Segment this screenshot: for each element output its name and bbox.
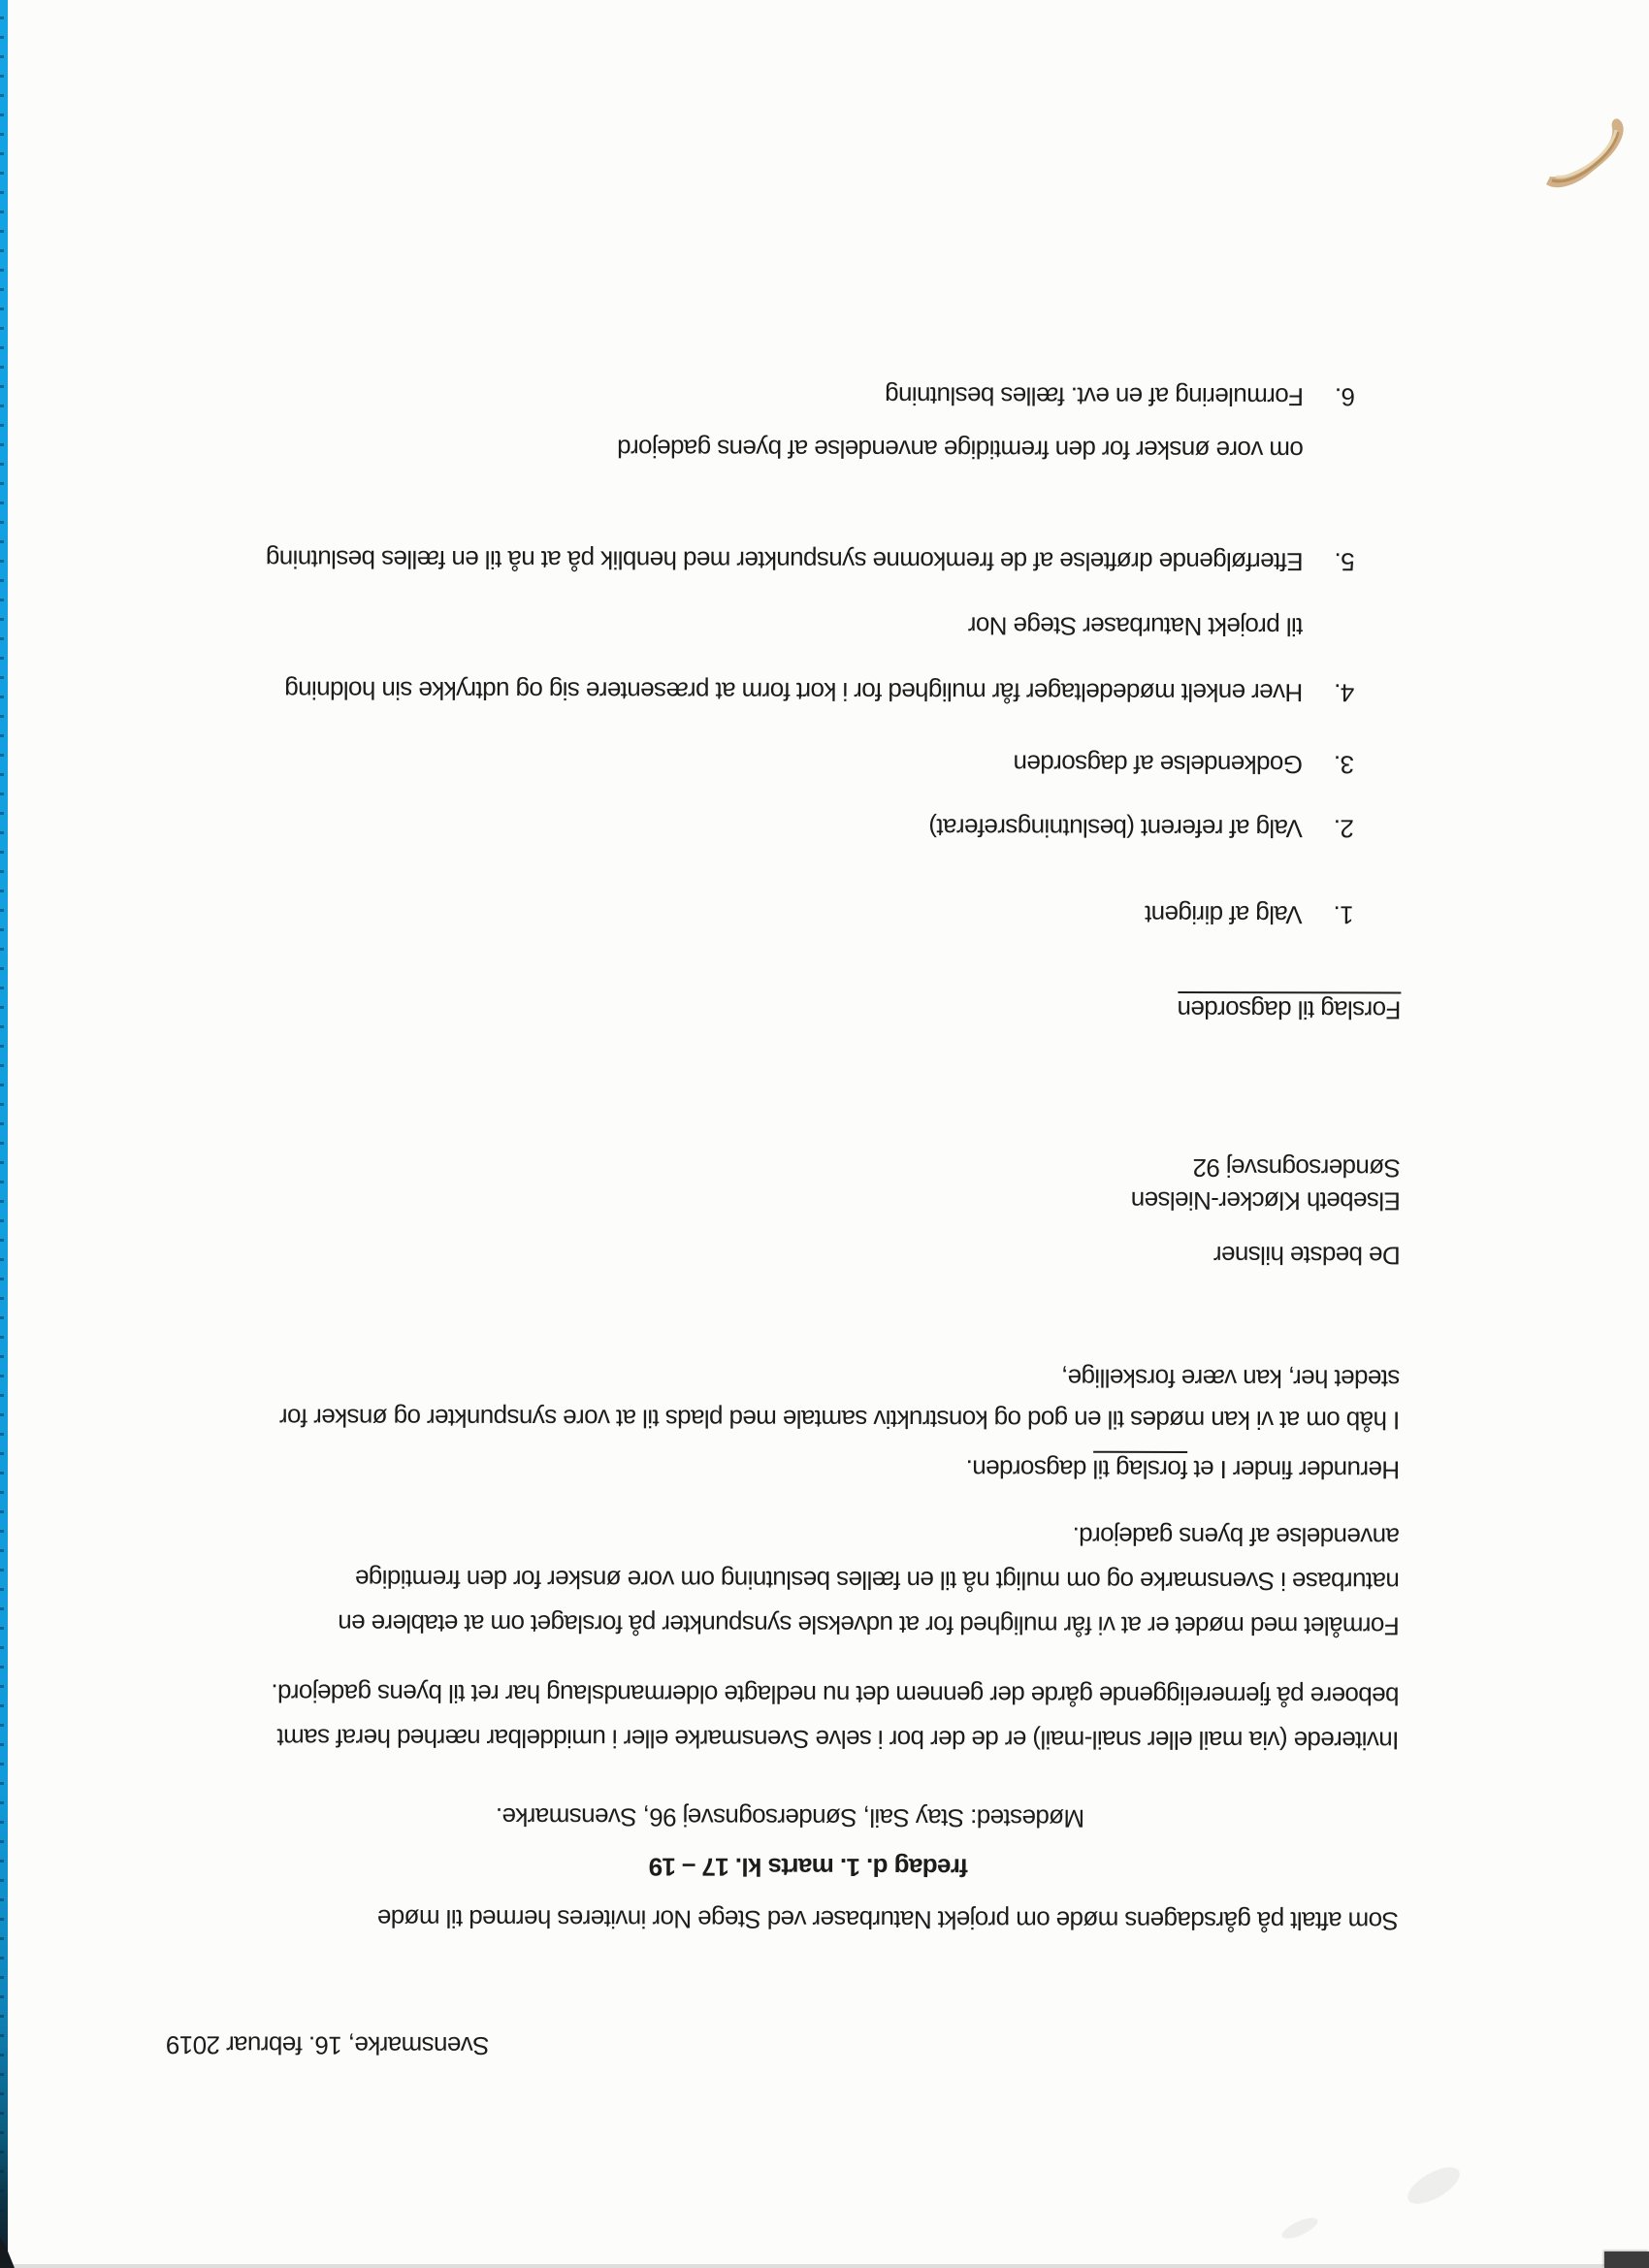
agenda-item-5-continuation: om vore ønsker for den fremtidige anvendelse af byens gadejord [617, 434, 1304, 466]
herunder-underlined: forslag til [1093, 1451, 1188, 1484]
herunder-suffix: dagsorden. [966, 1454, 1094, 1484]
agenda-item-text: Valg af dirigent [1145, 899, 1303, 930]
agenda-item-5 [266, 542, 1354, 578]
closing-line: De bedste hilsner [1213, 1241, 1401, 1271]
agenda-heading-text: Forslag til dagsorden [1178, 991, 1401, 1025]
purpose-line-2: naturbase i Svensmarke og om muligt nå til en fælles beslutning om vore ønsker for den fremtidige [355, 1564, 1400, 1597]
agenda-item-text: Valg af referent (beslutningsreferat) [928, 813, 1303, 844]
herunder-prefix: Herunder finder I et [1187, 1454, 1401, 1485]
signature-address: Søndersognsvej 92 [1193, 1152, 1401, 1183]
date-line: Svensmarke, 16. februar 2019 [166, 2030, 490, 2061]
hope-line-1: I håb om at vi kan mødes til en god og konstruktiv samtale med plads til at vore synspunkter og ønsker for [279, 1403, 1401, 1436]
agenda-item-4-continuation: til projekt Naturbaser Stege Nor [968, 611, 1304, 642]
purpose-line-3: anvendelse af byens gadejord. [1073, 1521, 1400, 1552]
agenda-item-number: 4. [1334, 678, 1355, 708]
meeting-place-line: Mødested: Stay Sail, Søndersognsvej 96, Svensmarke. [496, 1802, 1085, 1833]
agenda-item-number: 2. [1334, 814, 1354, 844]
agenda-item-text: Godkendelse af dagsorden [1014, 749, 1304, 780]
invitees-line-1: Inviterede (via mail eller snail-mail) er de der bor i selve Svensmarke eller i umiddelbar nærhed heraf samt [277, 1723, 1400, 1756]
meeting-time-line: fredag d. 1. marts kl. 17 – 19 [649, 1852, 969, 1883]
agenda-item-text: Formulering af en evt. fælles beslutning [885, 381, 1305, 412]
agenda-item-number: 5. [1335, 547, 1355, 577]
purpose-line-1: Formålet med mødet er at vi får mulighed for at udveksle synspunkter på forslaget om at etablere en [338, 1608, 1400, 1641]
intro-line: Som aftalt på gårsdagens møde om projekt Naturbaser ved Stege Nor inviteres hermed til møde [377, 1903, 1399, 1936]
agenda-item-2 [929, 811, 1354, 845]
agenda-heading [1178, 993, 1401, 1027]
agenda-item-number: 6. [1335, 382, 1356, 412]
agenda-item-text: Efterfølgende drøftelse af de fremkomne synspunkter med henblik på at nå til en fælles beslutning [266, 544, 1304, 577]
agenda-item-6 [886, 379, 1355, 413]
agenda-item-number: 3. [1334, 750, 1355, 780]
agenda-item-3 [1014, 748, 1354, 782]
agenda-item-text: Hver enkelt mødedeltager får mulighed for i kort form at præsentere sig og udtrykke sin holdning [284, 675, 1304, 708]
agenda-item-4 [285, 674, 1354, 710]
agenda-item-number: 1. [1334, 900, 1354, 930]
signature-name: Elsebeth Kløcker-Nielsen [1131, 1185, 1401, 1216]
agenda-item-1 [1146, 898, 1354, 932]
invitees-line-2: beboere på fjernereliggende gårde der gennem det nu nedlagte oldermandslaug har ret til byens gadejord. [271, 1678, 1400, 1711]
hope-line-2: stedet her, kan være forskellige, [1061, 1363, 1401, 1394]
herunder-line [966, 1452, 1400, 1486]
